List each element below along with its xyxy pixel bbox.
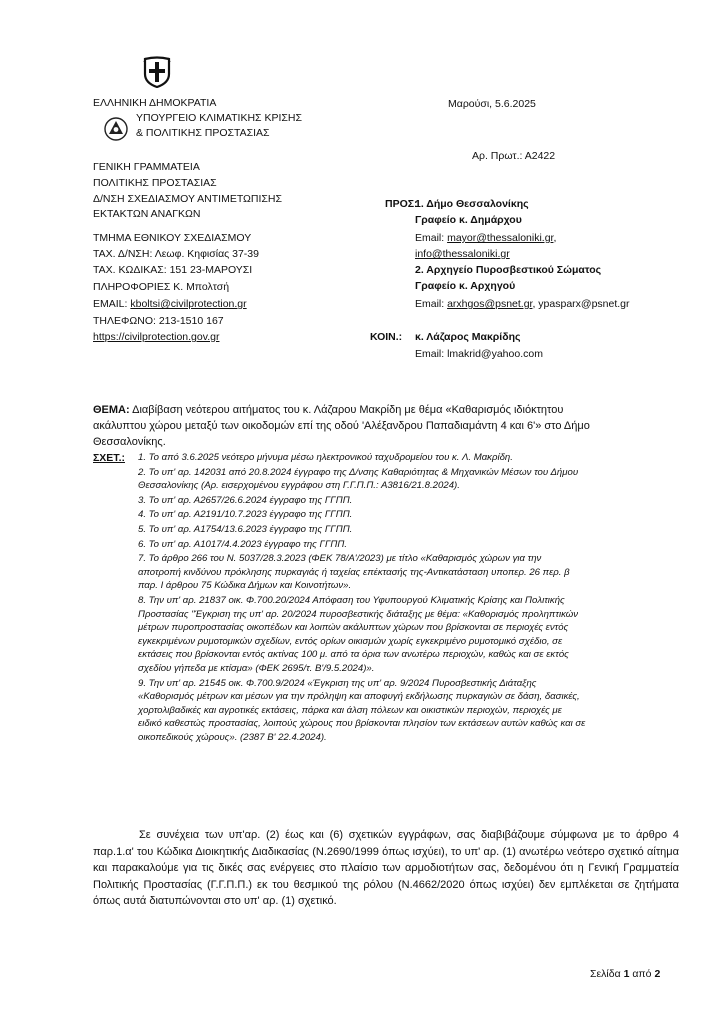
subject-label: ΘΕΜΑ: [93, 404, 130, 416]
pros-label: ΠΡΟΣ: [385, 198, 418, 210]
sender-line-8: ΠΛΗΡΟΦΟΡΙΕΣ Κ. Μπολτσή [93, 281, 230, 293]
sender-line-5: ΤΜΗΜΑ ΕΘΝΙΚΟΥ ΣΧΕΔΙΑΣΜΟΥ [93, 232, 252, 244]
reference-item-2: 2. Το υπ' αρ. 142031 από 20.8.2024 έγγραφο της Δ/νσης Καθαριότητας & Μηχανικών Μέσων του Δήμου Θεσσαλονίκης (Αρ. εισερχομένου εγγράφου στη Γ.Γ.Π.Π.: Α3816/21.8.2024). [138, 466, 579, 492]
references-list [138, 451, 678, 745]
recipient-1-email-link-2[interactable]: info@thessaloniki.gr [415, 248, 510, 260]
recipient-2-email-rest: , ypasparx@psnet.gr [532, 298, 630, 310]
reference-item-5: 5. Το υπ' αρ. Α1754/13.6.2023 έγγραφο της ΓΓΠΠ. [138, 523, 353, 535]
subject-line-3: Θεσσαλονίκης. [93, 436, 166, 448]
page-number: 1 [623, 968, 630, 980]
page-mid: από [629, 968, 655, 980]
recipient-1-email-label: Email: [415, 232, 448, 244]
reference-item-4: 4. Το υπ' αρ. Α2191/10.7.2023 έγγραφο της ΓΓΠΠ. [138, 509, 353, 521]
sender-phone: ΤΗΛΕΦΩΝΟ: 213-1510 167 [93, 315, 224, 327]
reference-item-8: 8. Την υπ' αρ. 21837 οικ. Φ.700.20/2024 Απόφαση του Υφυπουργού Κλιματικής Κρίσης και Πολιτικής Προστασίας "Έγκριση της υπ' αρ. 20/2024 πυροσβεστικής διάταξης με θέμα: «Καθορισμός προληπτικών μέτρων πυροπροστασίας οικοπέδων και λοιπών ακάλυπτων χώρων που βρίσκονται σε περιοχές εντός εγκεκριμένων ρυμοτομικών σχεδίων, εντός ορίων οικισμών χωρίς εγκεκριμένο ρυμοτομικό σχέδιο, σε εκτάσεις που βρίσκονται εντός ακτίνας 100 μ. από τα όρια των ανωτέρω περιοχών, καθώς και σε εκτός σχεδίου γήπεδα με κτίσμα» (ΦΕΚ 2695/τ. Β'/9.5.2024)». [138, 594, 579, 674]
reference-item-3: 3. Το υπ' αρ. Α2657/26.6.2024 έγγραφο της ΓΓΠΠ. [138, 494, 353, 506]
place-date: Μαρούσι, 5.6.2025 [448, 98, 536, 110]
recipient-2-email-row [415, 297, 630, 311]
ministry-logo-icon [104, 117, 128, 141]
recipient-2-email-label: Email: [415, 298, 448, 310]
sender-email-row [93, 297, 247, 311]
page-total: 2 [654, 968, 661, 980]
recipient-2-office: Γραφείο κ. Αρχηγού [415, 280, 516, 292]
body-paragraph: Σε συνέχεια των υπ'αρ. (2) έως και (6) σχετικών εγγράφων, σας διαβιβάζουμε σύμφωνα με το άρθρο 4 παρ.1.α' του Κώδικα Διοικητικής Διαδικασίας (Ν.2690/1999 όπως ισχύει), το υπ' αρ. (1) ανωτέρω νεότερο σχετικό αίτημα και παρακαλούμε για τις δικές σας ενέργειες στο πλαίσιο των αρμοδιοτήτων σας, δεδομένου ότι η Γενική Γραμματεία Πολιτικής Προστασίας (Γ.Γ.Π.Π.) εκ του θεσμικού της ρόλου (Ν.4662/2020 όπως ισχύει) δεν εμπλέκεται σε ζητήματα όπως αυτά διατυπώνονται στο υπ' αρ. (1) σχετικό. [93, 829, 679, 907]
recipient-1-email-sep: , [553, 232, 557, 244]
recipient-1-email-link-1[interactable]: mayor@thessaloniki.gr [447, 232, 554, 244]
sender-line-2: ΠΟΛΙΤΙΚΗΣ ΠΡΟΣΤΑΣΙΑΣ [93, 177, 217, 189]
subject-text-1: Διαβίβαση νεότερου αιτήματος του κ. Λάζαρου Μακρίδη με θέμα «Καθαρισμός ιδιόκτητου [129, 404, 564, 416]
reference-item-7: 7. Το άρθρο 266 του Ν. 5037/28.3.2023 (ΦΕΚ 78/Α'/2023) με τίτλο «Καθαρισμός χώρων για την αποτροπή κινδύνου πρόκλησης πυρκαγιάς ή ταχείας επέκτασής της-Αντικατάσταση υποπερ. 26 περ. β παρ. Ι άρθρου 75 Κώδικα Δήμων και Κοινοτήτων». [138, 553, 570, 592]
recipient-2-title: 2. Αρχηγείο Πυροσβεστικού Σώματος [415, 264, 602, 276]
sender-website-link[interactable]: https://civilprotection.gov.gr [93, 331, 220, 343]
ministry-name-line2: & ΠΟΛΙΤΙΚΗΣ ΠΡΟΣΤΑΣΙΑΣ [136, 127, 270, 139]
reference-item-1: 1. Το από 3.6.2025 νεότερο μήνυμα μέσω ηλεκτρονικού ταχυδρομείου του κ. Λ. Μακρίδη. [138, 452, 513, 463]
reference-item-9: 9. Την υπ' αρ. 21545 οικ. Φ.700.9/2024 «Έγκριση της υπ' αρ. 9/2024 Πυροσβεστικής Διάταξης «Καθορισμός μέτρων και μέσων για την πρόληψη και αποφυγή εκδήλωσης πυρκαγιών σε δάση, δασικές, χορτολιβαδικές και αγροτικές εκτάσεις, πάρκα και άλση πόλεων και οικιστικών περιοχών, περιοχές με ειδικό καθεστώς προστασίας, λοιπούς χώρους που βρίσκονται πλησίον των εκτάσεων αυτών καθώς και σε οικοπεδικούς χώρους». (2387 Β' 22.4.2024). [138, 677, 586, 743]
republic-name: ΕΛΛΗΝΙΚΗ ΔΗΜΟΚΡΑΤΙΑ [93, 97, 217, 109]
sender-line-1: ΓΕΝΙΚΗ ΓΡΑΜΜΑΤΕΙΑ [93, 161, 200, 173]
reference-item-6: 6. Το υπ' αρ. Α1017/4.4.2023 έγγραφο της ΓΓΠΠ. [138, 538, 348, 550]
sender-email-link[interactable]: kboltsi@civilprotection.gr [130, 298, 247, 310]
subject-line-2: ακάλυπτου χώρου μεταξύ των οικοδομών επί της οδού 'Αλέξανδρου Παπαδιαμάντη 4 και 6'» στο Δήμο [93, 420, 590, 432]
greek-emblem-icon [143, 56, 171, 88]
page-prefix: Σελίδα [590, 968, 624, 980]
recipient-1-title: 1. Δήμο Θεσσαλονίκης [415, 198, 529, 210]
references-label: ΣΧΕΤ.: [93, 452, 125, 464]
koin-label: ΚΟΙΝ.: [370, 331, 403, 343]
sender-line-3: Δ/ΝΣΗ ΣΧΕΔΙΑΣΜΟΥ ΑΝΤΙΜΕΤΩΠΙΣΗΣ [93, 193, 282, 205]
koin-email: Email: lmakrid@yahoo.com [415, 348, 543, 360]
page-indicator [590, 967, 660, 981]
recipient-1-email-row [415, 231, 556, 245]
sender-email-label: EMAIL: [93, 298, 131, 310]
protocol-number: Αρ. Πρωτ.: Α2422 [472, 150, 556, 162]
recipient-1-office: Γραφείο κ. Δημάρχου [415, 214, 522, 226]
recipient-2-email-link[interactable]: arxhgos@psnet.gr [447, 298, 533, 310]
sender-line-6: ΤΑΧ. Δ/ΝΣΗ: Λεωφ. Κηφισίας 37-39 [93, 248, 259, 260]
ministry-name-line1: ΥΠΟΥΡΓΕΙΟ ΚΛΙΜΑΤΙΚΗΣ ΚΡΙΣΗΣ [136, 112, 302, 124]
koin-name: κ. Λάζαρος Μακρίδης [415, 331, 521, 343]
subject-line-1 [93, 403, 563, 417]
sender-line-7: ΤΑΧ. ΚΩΔΙΚΑΣ: 151 23-ΜΑΡΟΥΣΙ [93, 264, 253, 276]
sender-line-4: ΕΚΤΑΚΤΩΝ ΑΝΑΓΚΩΝ [93, 208, 201, 220]
